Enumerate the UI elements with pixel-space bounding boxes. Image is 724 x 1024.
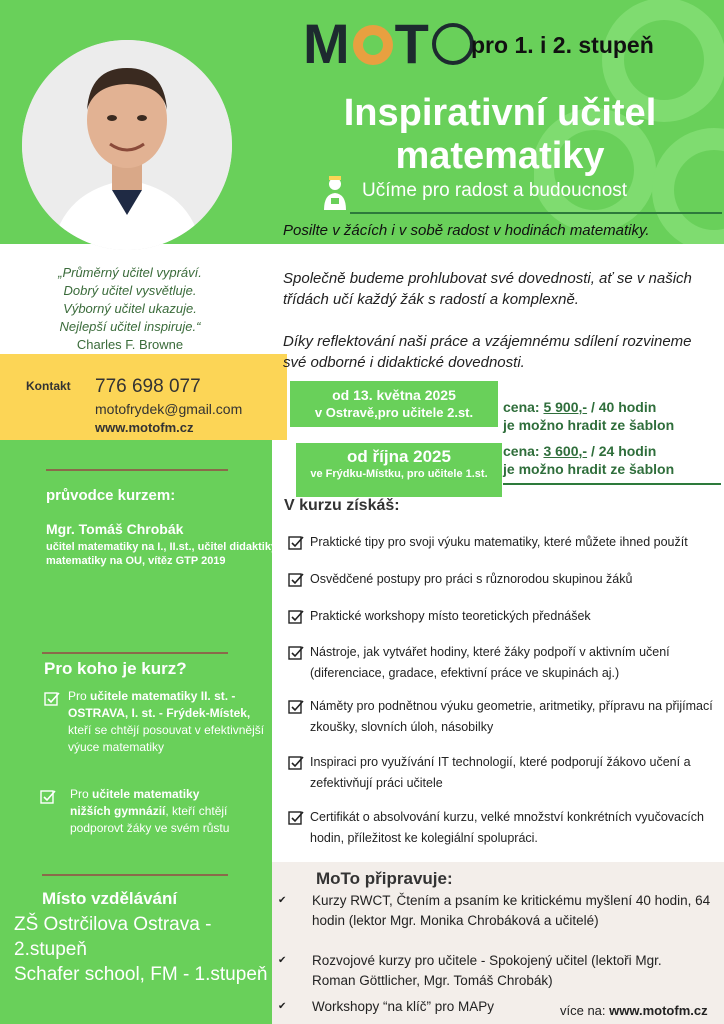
guide-description: učitel matematiky na I., II.st., učitel didaktiky matematiky na OU, vítěz GTP 2019 xyxy=(46,541,278,567)
checkbox-icon xyxy=(288,755,304,771)
target-text xyxy=(70,786,240,837)
gain-text: Nástroje, jak vytvářet hodiny, které žáky podpoří v aktivním učení (diferenciace, gradace, efektivní práce ve skupinách aj.) xyxy=(310,645,670,680)
checkbox-icon xyxy=(288,572,304,588)
target-pre: Pro xyxy=(70,787,93,801)
place-line: ZŠ Ostrčilova Ostrava - 2.stupeň xyxy=(14,914,212,960)
title-divider xyxy=(350,212,722,214)
quote-author: Charles F. Browne xyxy=(76,337,184,352)
prep-text: Workshopy “na klíč” pro MAPy xyxy=(312,999,495,1014)
checkbox-icon xyxy=(288,609,304,625)
target-text xyxy=(68,688,270,756)
gain-text: Certifikát o absolvování kurzu, velké množství konkrétních vyučovacích hodin, příležitost ke kolegiální spolupráci. xyxy=(310,810,704,845)
list-item xyxy=(288,606,724,627)
target-item xyxy=(44,688,270,756)
quote xyxy=(20,264,240,354)
gain-text: Osvědčené postupy pro práci s různorodou skupinou žáků xyxy=(310,572,633,586)
page-title xyxy=(290,92,710,178)
target-item xyxy=(40,786,240,837)
course-price-ostrava xyxy=(503,398,674,434)
intro-paragraph: Díky reflektování naši práce a vzájemnému sdílení rozvineme své odborné i didaktické dovednosti. xyxy=(283,333,692,371)
target-heading: Pro koho je kurz? xyxy=(44,659,187,678)
course-badge-ostrava xyxy=(290,381,498,427)
price-value: 5 900,- xyxy=(543,399,588,415)
course-date: od října 2025 xyxy=(347,447,451,466)
list-item xyxy=(288,696,724,738)
list-item xyxy=(288,752,724,794)
teacher-icon xyxy=(320,174,350,210)
price-note: je možno hradit ze šablon xyxy=(503,417,675,433)
more-link[interactable]: www.motofm.cz xyxy=(609,1003,708,1018)
list-item xyxy=(288,569,724,590)
price-label: cena: xyxy=(503,443,544,459)
check-bullet-icon: ✔ xyxy=(278,1001,287,1012)
contact-web[interactable]: www.motofm.cz xyxy=(95,420,194,435)
intro-text xyxy=(283,268,713,373)
check-bullet-icon: ✔ xyxy=(278,895,287,906)
gain-text: Praktické tipy pro svoji výuku matematiky, které můžete ihned použít xyxy=(310,535,688,549)
quote-line: „Průměrný učitel vypráví. xyxy=(58,265,202,280)
course-badge-frydek xyxy=(296,443,502,497)
guide-heading: průvodce kurzem: xyxy=(46,487,176,504)
intro-paragraph: Společně budeme prohlubovat své dovednosti, ať se v našich třídách učí každý žák s radostí a komplexně. xyxy=(283,270,692,308)
more-label: více na: xyxy=(560,1003,610,1018)
target-level: pro 1. i 2. stupeň xyxy=(471,32,654,58)
list-item xyxy=(278,997,548,1017)
course-price-frydek xyxy=(503,442,674,478)
target-post: kteří se chtějí posouvat v efektivnější výuce matematiky xyxy=(68,723,265,754)
checkbox-icon xyxy=(288,645,304,661)
price-divider xyxy=(503,483,721,485)
checkbox-icon xyxy=(288,535,304,551)
target-bold: učitele matematiky II. st. - OSTRAVA, I. st. - Frýdek-Místek, xyxy=(68,689,251,720)
checkbox-icon xyxy=(40,789,56,805)
check-bullet-icon: ✔ xyxy=(278,955,287,966)
place-text xyxy=(14,912,272,987)
list-item xyxy=(278,951,718,991)
course-date: od 13. května 2025 xyxy=(332,387,456,403)
gain-text: Inspiraci pro využívání IT technologií, které podporují žákovo učení a zefektivňují práci učitele xyxy=(310,755,691,790)
quote-line: Nejlepší učitel inspiruje.“ xyxy=(59,319,201,334)
price-value: 3 600,- xyxy=(543,443,588,459)
gain-text: Náměty pro podnětnou výuku geometrie, aritmetiky, přípravu na přijímací zkoušky, slovních úloh, násobilky xyxy=(310,699,713,734)
list-item xyxy=(288,532,724,553)
price-hours: / 24 hodin xyxy=(587,443,657,459)
subtitle: Učíme pro radost a budoucnost xyxy=(362,180,628,201)
contact-phone[interactable]: 776 698 077 xyxy=(95,376,201,397)
list-item xyxy=(278,891,718,931)
guide-divider xyxy=(46,469,228,471)
price-note: je možno hradit ze šablon xyxy=(503,461,675,477)
title-line-1: Inspirativní učitel xyxy=(343,92,657,134)
quote-line: Dobrý učitel vysvětluje. xyxy=(63,283,197,298)
quote-line: Výborný učitel ukazuje. xyxy=(63,301,197,316)
more-info xyxy=(560,1003,708,1018)
lecturer-photo xyxy=(22,40,232,250)
place-heading: Místo vzdělávání xyxy=(42,889,178,908)
moto-logo: M T xyxy=(303,14,474,74)
price-hours: / 40 hodin xyxy=(587,399,657,415)
prep-title: MoTo připravuje: xyxy=(316,869,453,888)
title-line-2: matematiky xyxy=(395,135,605,177)
gains-title: V kurzu získáš: xyxy=(284,497,400,514)
course-place: v Ostravě,pro učitele 2.st. xyxy=(314,405,474,420)
target-divider xyxy=(42,652,228,654)
price-label: cena: xyxy=(503,399,544,415)
prep-text: Rozvojové kurzy pro učitele - Spokojený učitel (lektoři Mgr. Roman Göttlicher, Mgr. Tomáš Chrobák) xyxy=(312,953,662,988)
target-post: , kteří chtějí podporovt žáky ve svém růstu xyxy=(70,804,230,835)
place-divider xyxy=(42,874,228,876)
contact-email[interactable]: motofrydek@gmail.com xyxy=(95,401,243,417)
motto: Posilte v žácích i v sobě radost v hodinách matematiky. xyxy=(283,222,650,239)
contact-label: Kontakt xyxy=(26,379,71,393)
gain-text: Praktické workshopy místo teoretických přednášek xyxy=(310,609,591,623)
place-line: Schafer school, FM - 1.stupeň xyxy=(14,964,268,985)
course-place: ve Frýdku-Místku, pro učitele 1.st. xyxy=(310,468,488,480)
prep-text: Kurzy RWCT, Čtením a psaním ke kritickému myšlení 40 hodin, 64 hodin (lektor Mgr. Monika Chrobáková a učitelé) xyxy=(312,893,711,928)
checkbox-icon xyxy=(44,691,60,707)
target-bold: učitele matematiky nižších gymnázií xyxy=(70,787,200,818)
checkbox-icon xyxy=(288,810,304,826)
list-item xyxy=(288,642,724,684)
guide-name: Mgr. Tomáš Chrobák xyxy=(46,521,184,537)
target-pre: Pro xyxy=(68,689,91,703)
list-item xyxy=(288,807,724,849)
checkbox-icon xyxy=(288,699,304,715)
